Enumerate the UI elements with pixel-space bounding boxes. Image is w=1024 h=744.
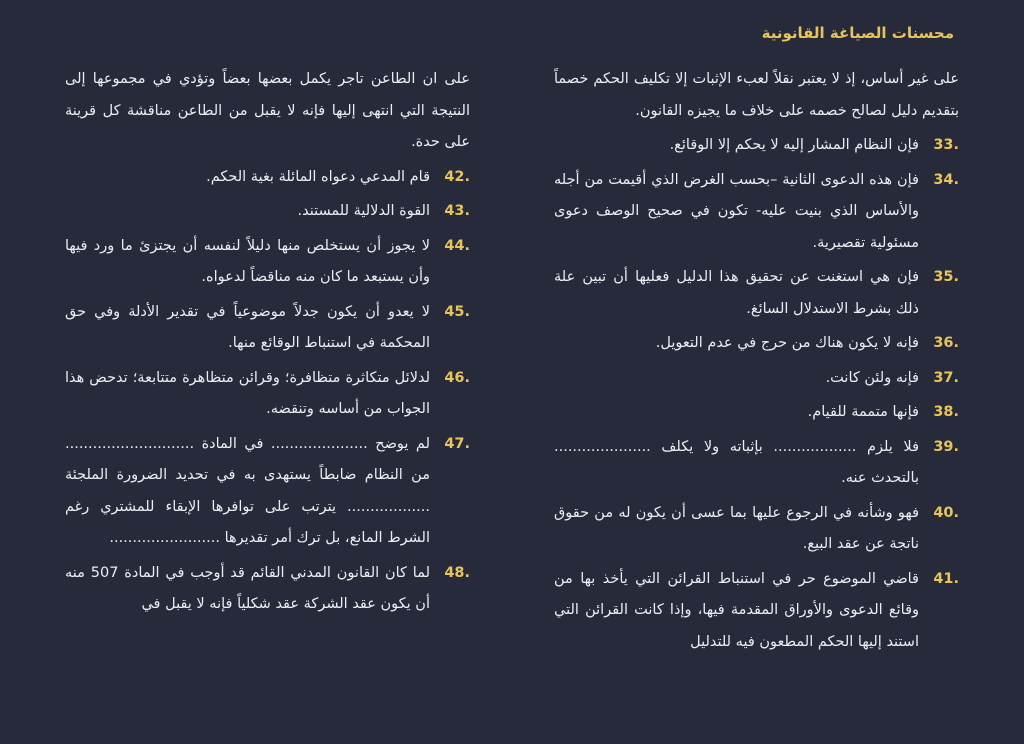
item-number: 40.	[933, 504, 959, 521]
item-text: لدلائل متكاثرة متظافرة؛ وقرائن متظاهرة متتابعة؛ تدحض هذا الجواب من أساسه وتنقضه.	[65, 369, 430, 417]
list-item-41	[554, 564, 959, 659]
item-text: لم يوضح ..................... في المادة ............................ من النظام ضابطاً يستهدى به في تحديد الضرورة الملجئة .................. يترتب على توافرها الإبقاء للمشتري رغم الشرط المانع، بل ترك أمر تقديرها ........................	[65, 435, 430, 546]
item-number: 35.	[933, 269, 959, 285]
item-number: 41.	[933, 570, 959, 587]
list-item-38	[554, 397, 959, 429]
item-text: فإنه لا يكون هناك من حرج في عدم التعويل.	[655, 335, 919, 351]
list-item-44	[65, 231, 470, 294]
list-item-35	[554, 262, 959, 325]
item-number: 37.	[933, 369, 959, 386]
item-text: القوة الدلالية للمستند.	[297, 203, 430, 219]
item-number: 45.	[444, 303, 470, 320]
item-number: 44.	[444, 237, 470, 254]
item-number: 33.	[933, 137, 959, 153]
left-column-intro: على ان الطاعن تاجر يكمل بعضها بعضاً وتؤدي في مجموعها إلى النتيجة التي انتهى إليها فإنه لا يقبل من الطاعن مناقشة كل قرينة على حدة.	[65, 71, 470, 150]
page-header-title: محسنات الصياغة القانونية	[761, 24, 954, 42]
right-column-intro: على غير أساس، إذ لا يعتبر نقلاً لعبء الإثبات إلا تكليف الحكم خصماً بتقديم دليل لصالح خصمه على خلاف ما يجيزه القانون.	[554, 71, 959, 119]
list-item-42	[65, 162, 470, 194]
item-number: 48.	[444, 564, 470, 581]
item-text: فإن هي استغنت عن تحقيق هذا الدليل فعليها أن تبين علة ذلك بشرط الاستدلال السائغ.	[554, 269, 919, 317]
item-text: فإنها متممة للقيام.	[807, 404, 919, 420]
item-number: 36.	[933, 335, 959, 351]
item-number: 38.	[933, 404, 959, 420]
item-number: 46.	[444, 369, 470, 386]
list-item-37	[554, 363, 959, 395]
list-item-36	[554, 328, 959, 360]
item-text: لا يعدو أن يكون جدلاً موضوعياً في تقدير الأدلة وفي حق المحكمة في استنباط الوقائع منها.	[65, 303, 430, 351]
item-number: 47.	[444, 435, 470, 452]
list-item-46	[65, 363, 470, 426]
item-number: 43.	[444, 203, 470, 219]
list-item-43	[65, 196, 470, 228]
list-item-39	[554, 432, 959, 495]
item-number: 39.	[933, 438, 959, 455]
item-text: فإن النظام المشار إليه لا يحكم إلا الوقائع.	[669, 137, 919, 153]
item-text: لما كان القانون المدني القائم قد أوجب في المادة 507 منه أن يكون عقد الشركة عقد شكلياً فإنه لا يقبل في	[65, 564, 430, 612]
right-column	[554, 64, 959, 661]
list-item-45	[65, 297, 470, 360]
item-text: فإن هذه الدعوى الثانية –بحسب الغرض الذي أقيمت من أجله والأساس الذي بنيت عليه- تكون في صحيح الوصف دعوى مسئولية تقصيرية.	[554, 171, 919, 251]
list-item-33	[554, 130, 959, 162]
item-text: فإنه ولئن كانت.	[825, 369, 919, 386]
list-item-40	[554, 498, 959, 561]
list-item-47	[65, 429, 470, 555]
list-item-48	[65, 558, 470, 621]
item-text: قاضي الموضوع حر في استنباط القرائن التي يأخذ بها من وقائع الدعوى والأوراق المقدمة فيها، وإذا كانت القرائن التي استند إليها الحكم المطعون فيه للتدليل	[554, 570, 919, 650]
item-text: لا يجوز أن يستخلص منها دليلاً لنفسه أن يجتزئ ما ورد فيها وأن يستبعد ما كان منه مناقضاً لدعواه.	[65, 237, 430, 285]
item-number: 42.	[444, 168, 470, 185]
left-column	[65, 64, 470, 624]
item-text: فهو وشأنه في الرجوع عليها بما عسى أن يكون له من حقوق ناتجة عن عقد البيع.	[554, 504, 919, 552]
item-number: 34.	[933, 171, 959, 188]
item-text: قام المدعي دعواه المائلة بغية الحكم.	[206, 168, 430, 185]
item-text: فلا يلزم .................. بإثباته ولا يكلف ..................... بالتحدث عنه.	[554, 438, 919, 486]
list-item-34	[554, 165, 959, 260]
